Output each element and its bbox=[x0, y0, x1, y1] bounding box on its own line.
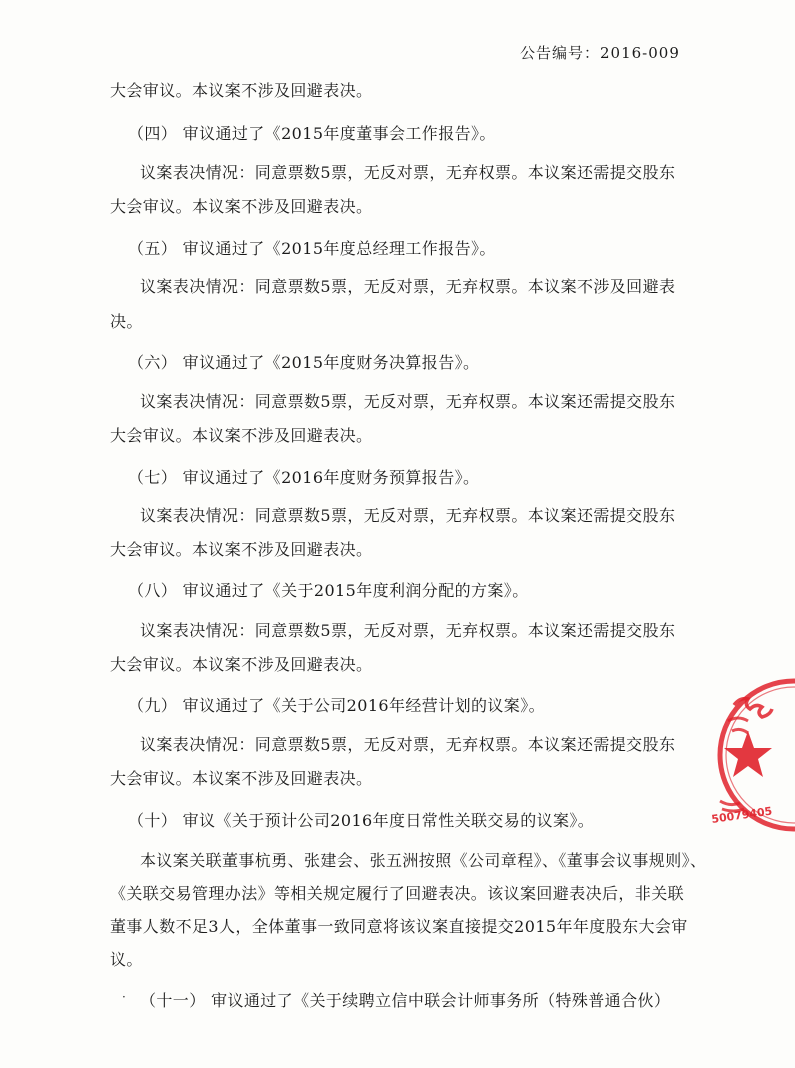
section-heading: （八） 审议通过了《关于2015年度利润分配的方案》。 bbox=[128, 581, 529, 600]
section-heading: （七） 审议通过了《2016年度财务预算报告》。 bbox=[128, 468, 480, 487]
text-line: 大会审议。本议案不涉及回避表决。 bbox=[110, 426, 373, 445]
text-line: 议案表决情况：同意票数5票，无反对票，无弃权票。本议案还需提交股东 bbox=[140, 506, 676, 525]
text-line: 大会审议。本议案不涉及回避表决。 bbox=[110, 769, 373, 788]
text-line: 议。 bbox=[110, 950, 143, 969]
text-line: 大会审议。本议案不涉及回避表决。 bbox=[110, 540, 373, 559]
section-heading: （十一） 审议通过了《关于续聘立信中联会计师事务所（特殊普通合伙） bbox=[140, 991, 671, 1010]
section-heading: （六） 审议通过了《2015年度财务决算报告》。 bbox=[128, 353, 480, 372]
section-heading: （十） 审议《关于预计公司2016年度日常性关联交易的议案》。 bbox=[128, 811, 595, 830]
section-heading: （四） 审议通过了《2015年度董事会工作报告》。 bbox=[128, 124, 496, 143]
text-line: 本议案关联董事杭勇、张建会、张五洲按照《公司章程》、《董事会议事规则》、 bbox=[140, 851, 707, 870]
text-line: 议案表决情况：同意票数5票，无反对票，无弃权票。本议案还需提交股东 bbox=[140, 735, 676, 754]
text-line: 大会审议。本议案不涉及回避表决。 bbox=[110, 81, 373, 100]
text-line: 大会审议。本议案不涉及回避表决。 bbox=[110, 197, 373, 216]
text-line: 大会审议。本议案不涉及回避表决。 bbox=[110, 655, 373, 674]
text-line: 议案表决情况：同意票数5票，无反对票，无弃权票。本议案还需提交股东 bbox=[140, 163, 676, 182]
scan-speck: · bbox=[122, 990, 126, 1004]
company-seal-stamp bbox=[712, 675, 795, 835]
text-line: 议案表决情况：同意票数5票，无反对票，无弃权票。本议案还需提交股东 bbox=[140, 392, 676, 411]
seal-code-text: 50079405 bbox=[710, 804, 774, 826]
text-line: 《关联交易管理办法》等相关规定履行了回避表决。该议案回避表决后，非关联 bbox=[110, 884, 685, 903]
text-line: 议案表决情况：同意票数5票，无反对票，无弃权票。本议案还需提交股东 bbox=[140, 621, 676, 640]
text-line: 决。 bbox=[110, 312, 143, 331]
text-line: 议案表决情况：同意票数5票，无反对票，无弃权票。本议案不涉及回避表 bbox=[140, 277, 676, 296]
section-heading: （九） 审议通过了《关于公司2016年经营计划的议案》。 bbox=[128, 696, 546, 715]
section-heading: （五） 审议通过了《2015年度总经理工作报告》。 bbox=[128, 239, 496, 258]
text-line: 董事人数不足3人，全体董事一致同意将该议案直接提交2015年年度股东大会审 bbox=[110, 917, 688, 936]
doc-number: 公告编号：2016-009 bbox=[520, 44, 680, 62]
